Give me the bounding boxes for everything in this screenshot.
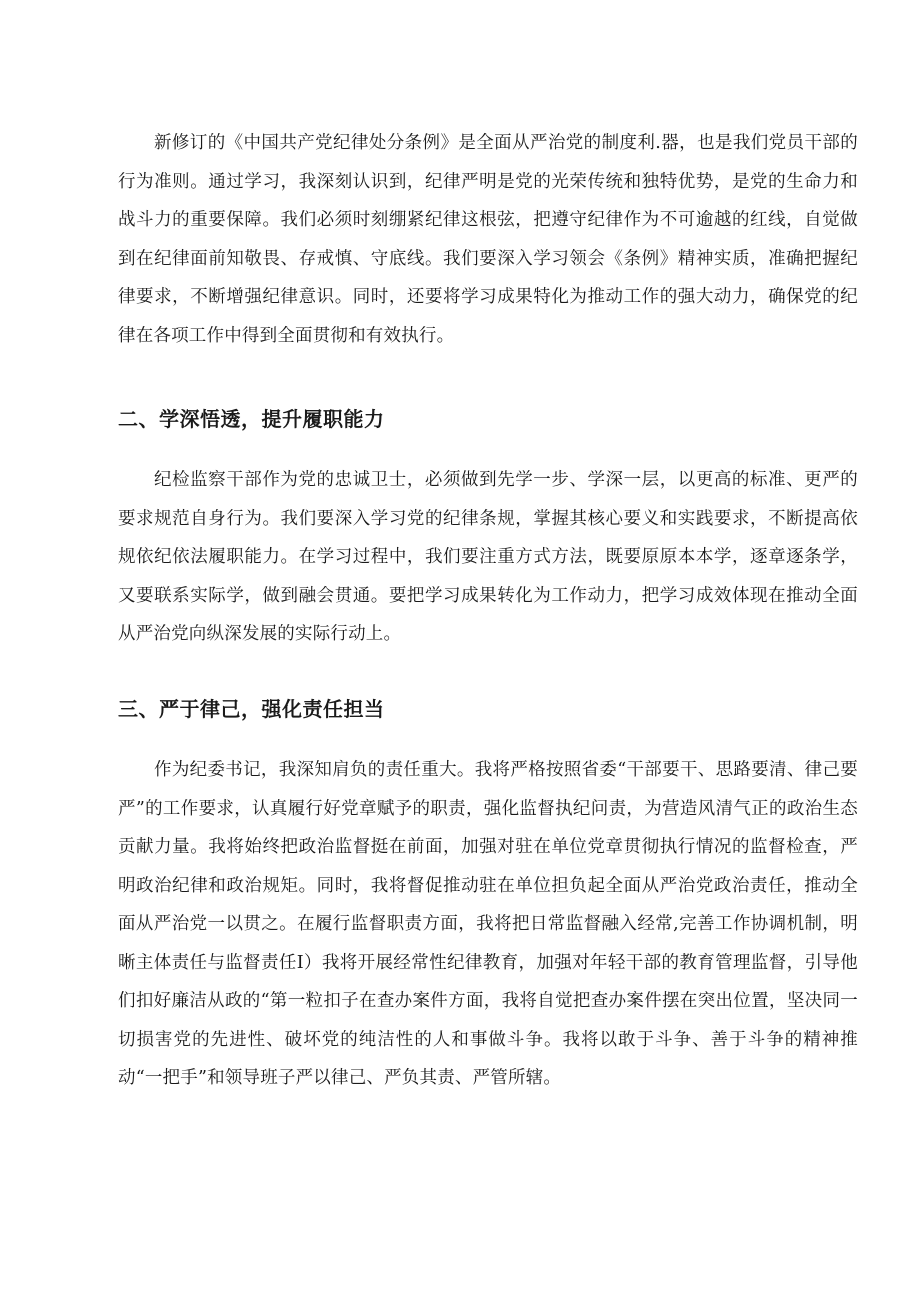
section-heading-2: 二、学深悟透，提升履职能力: [118, 407, 385, 431]
body-paragraph-2: 纪检监察干部作为党的忠诚卫士，必须做到先学一步、学深一层，以更高的标准、更严的要求规范自身行为。我们要深入学习党的纪律条规，掌握其核心要义和实践要求，不断提高依规依纪依法履职能力。在学习过程中，我们要注重方式方法，既要原原本本学，逐章逐条学，又要联系实际学，做到融会贯通。要把学习成果转化为工作动力，把学习成效体现在推动全面从严治党向纵深发展的实际行动上。: [118, 470, 858, 644]
section-heading-3: 三、严于律己，强化责任担当: [118, 697, 385, 721]
body-paragraph-1: 新修订的《中国共产党纪律处分条例》是全面从严治党的制度利.器，也是我们党员干部的行为准则。通过学习，我深刻认识到，纪律严明是党的光荣传统和独特优势，是党的生命力和战斗力的重要保障。我们必须时刻绷紧纪律这根弦，把遵守纪律作为不可逾越的红线，自觉做到在纪律面前知敬畏、存戒慎、守底线。我们要深入学习领会《条例》精神实质，准确把握纪律要求，不断增强纪律意识。同时，还要将学习成果特化为推动工作的强大动力，确保党的纪律在各项工作中得到全面贯彻和有效执行。: [118, 133, 858, 346]
body-paragraph-3: 作为纪委书记，我深知肩负的责任重大。我将严格按照省委“干部要干、思路要清、律己要严”的工作要求，认真履行好党章赋予的职责，强化监督执纪问责，为营造风清气正的政治生态贡献力量。我将始终把政治监督挺在前面，加强对驻在单位党章贯彻执行情况的监督检查，严明政治纪律和政治规矩。同时，我将督促推动驻在单位担负起全面从严治党政治责任，推动全面从严治党一以贯之。在履行监督职责方面，我将把日常监督融入经常,完善工作协调机制，明晰主体责任与监督责任I）我将开展经常性纪律教育，加强对年轻干部的教育管理监督，引导他们扣好廉洁从政的“第一粒扣子在查办案件方面，我将自觉把查办案件摆在突出位置，坚决同一切损害党的先进性、破坏党的纯洁性的人和事做斗争。我将以敢于斗争、善于斗争的精神推动“一把手”和领导班子严以律己、严负其责、严管所辖。: [118, 760, 858, 1088]
